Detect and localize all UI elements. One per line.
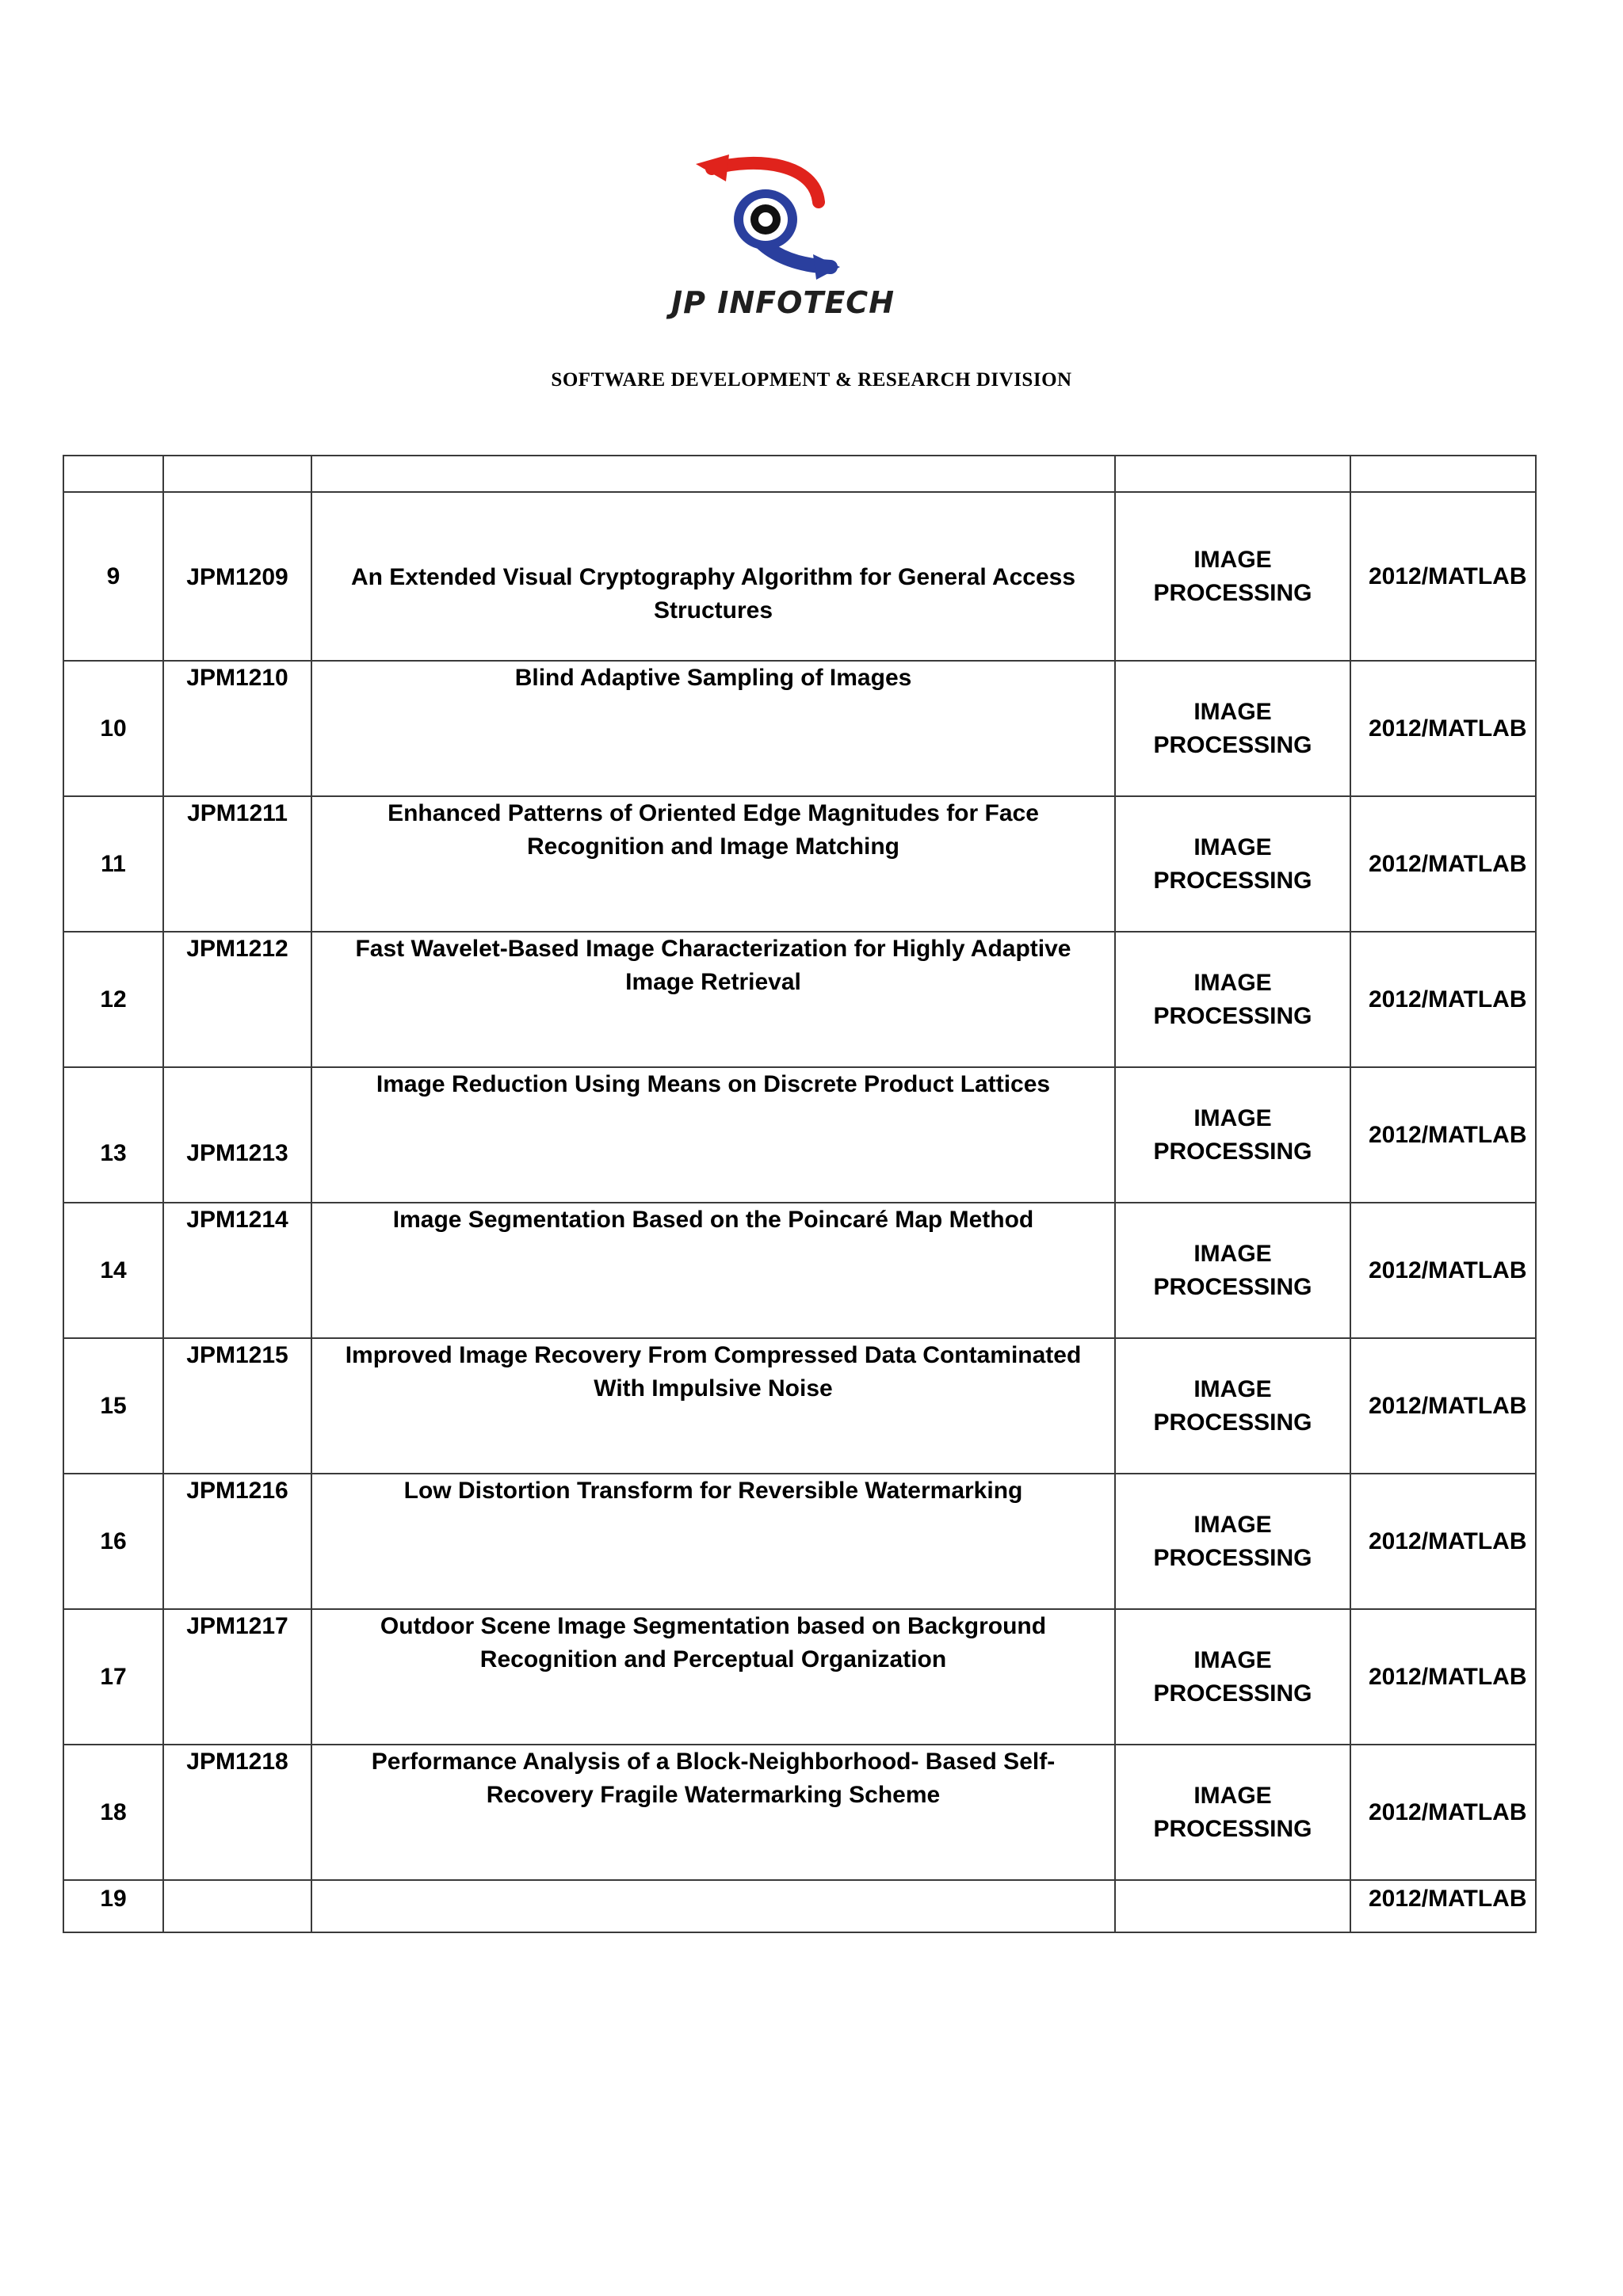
project-code: JPM1216 [163, 1474, 311, 1609]
header-cell [163, 456, 311, 492]
row-number: 17 [63, 1609, 163, 1745]
project-code: JPM1212 [163, 932, 311, 1067]
project-title: Blind Adaptive Sampling of Images [311, 661, 1115, 796]
project-title: Enhanced Patterns of Oriented Edge Magnitudes for Face Recognition and Image Matching [311, 796, 1115, 932]
project-code: JPM1210 [163, 661, 311, 796]
header-cell [63, 456, 163, 492]
project-domain: IMAGE PROCESSING [1115, 1067, 1350, 1203]
row-number: 11 [63, 796, 163, 932]
project-domain: IMAGE PROCESSING [1115, 796, 1350, 932]
division-heading: SOFTWARE DEVELOPMENT & RESEARCH DIVISION [551, 369, 1072, 391]
table-row [63, 1745, 1536, 1880]
project-year: 2012/MATLAB [1350, 492, 1536, 661]
row-number: 9 [63, 492, 163, 661]
project-domain: IMAGE PROCESSING [1115, 1203, 1350, 1338]
table-row [63, 1474, 1536, 1609]
header-cell [311, 456, 1115, 492]
company-logo [664, 154, 902, 337]
project-code [163, 1880, 311, 1932]
project-title: An Extended Visual Cryptography Algorithm for General Access Structures [311, 492, 1115, 661]
row-number: 15 [63, 1338, 163, 1474]
project-year: 2012/MATLAB [1350, 932, 1536, 1067]
project-code: JPM1217 [163, 1609, 311, 1745]
project-domain: IMAGE PROCESSING [1115, 1338, 1350, 1474]
project-year: 2012/MATLAB [1350, 1067, 1536, 1203]
project-title: Fast Wavelet-Based Image Characterization for Highly Adaptive Image Retrieval [311, 932, 1115, 1067]
table-row [63, 1203, 1536, 1338]
table-header-row [63, 456, 1536, 492]
table-row [63, 492, 1536, 661]
project-domain: IMAGE PROCESSING [1115, 492, 1350, 661]
row-number: 14 [63, 1203, 163, 1338]
project-year: 2012/MATLAB [1350, 1609, 1536, 1745]
table-row [63, 796, 1536, 932]
project-title [311, 1880, 1115, 1932]
project-code: JPM1218 [163, 1745, 311, 1880]
project-title: Performance Analysis of a Block-Neighborhood- Based Self-Recovery Fragile Watermarking Scheme [311, 1745, 1115, 1880]
row-number: 12 [63, 932, 163, 1067]
project-code: JPM1215 [163, 1338, 311, 1474]
table-row [63, 1880, 1536, 1932]
project-year: 2012/MATLAB [1350, 1745, 1536, 1880]
project-domain: IMAGE PROCESSING [1115, 1609, 1350, 1745]
table-row [63, 661, 1536, 796]
row-number: 16 [63, 1474, 163, 1609]
project-title: Image Segmentation Based on the Poincaré Map Method [311, 1203, 1115, 1338]
project-code: JPM1214 [163, 1203, 311, 1338]
project-year: 2012/MATLAB [1350, 1880, 1536, 1932]
table-row [63, 1067, 1536, 1203]
project-title: Improved Image Recovery From Compressed Data Contaminated With Impulsive Noise [311, 1338, 1115, 1474]
project-code: JPM1211 [163, 796, 311, 932]
table-row [63, 1338, 1536, 1474]
project-code: JPM1209 [163, 492, 311, 661]
project-code: JPM1213 [163, 1067, 311, 1203]
project-title: Low Distortion Transform for Reversible Watermarking [311, 1474, 1115, 1609]
project-domain: IMAGE PROCESSING [1115, 1474, 1350, 1609]
project-table [63, 455, 1537, 1933]
project-year: 2012/MATLAB [1350, 1474, 1536, 1609]
project-year: 2012/MATLAB [1350, 661, 1536, 796]
table-row [63, 932, 1536, 1067]
header-cell [1115, 456, 1350, 492]
logo-text: JP INFOTECH [671, 285, 895, 320]
project-year: 2012/MATLAB [1350, 1338, 1536, 1474]
project-title: Image Reduction Using Means on Discrete Product Lattices [311, 1067, 1115, 1203]
project-year: 2012/MATLAB [1350, 1203, 1536, 1338]
row-number: 19 [63, 1880, 163, 1932]
project-domain: IMAGE PROCESSING [1115, 661, 1350, 796]
eye-logo-icon [664, 154, 902, 281]
header-cell [1350, 456, 1536, 492]
row-number: 10 [63, 661, 163, 796]
project-domain: IMAGE PROCESSING [1115, 932, 1350, 1067]
row-number: 13 [63, 1067, 163, 1203]
project-year: 2012/MATLAB [1350, 796, 1536, 932]
table-row [63, 1609, 1536, 1745]
project-title: Outdoor Scene Image Segmentation based on Background Recognition and Perceptual Organization [311, 1609, 1115, 1745]
project-domain: IMAGE PROCESSING [1115, 1745, 1350, 1880]
row-number: 18 [63, 1745, 163, 1880]
project-domain [1115, 1880, 1350, 1932]
